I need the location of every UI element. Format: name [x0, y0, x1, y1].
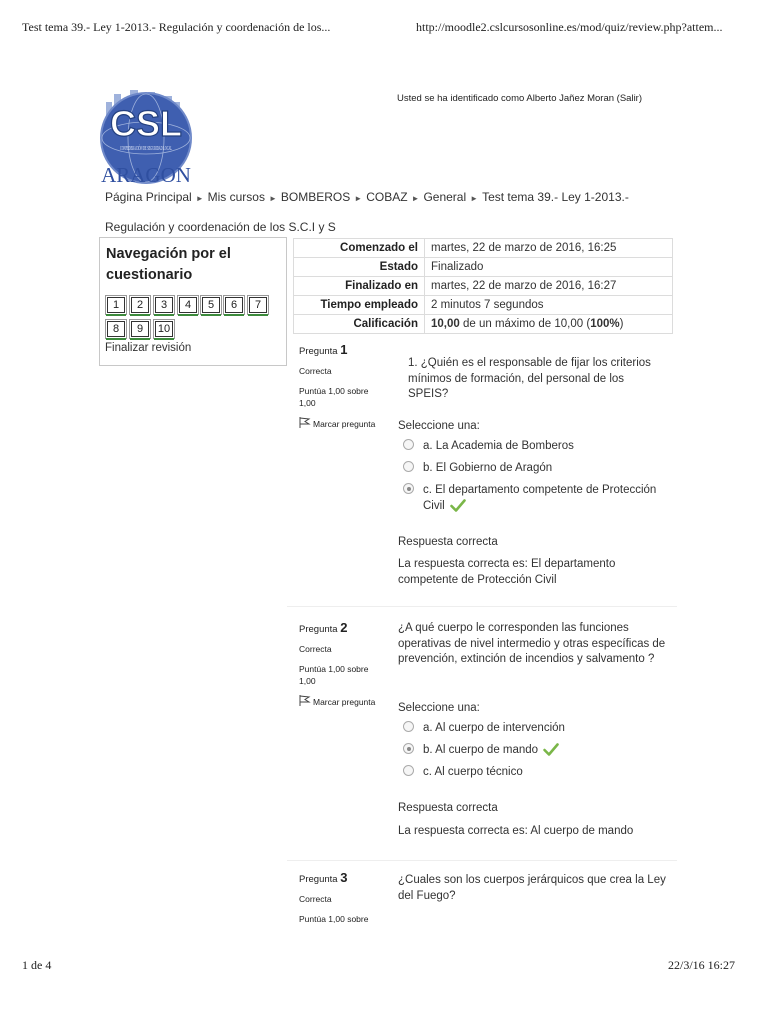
flag-question-label: Marcar pregunta [313, 419, 376, 429]
summary-label: Comenzado el [294, 239, 425, 258]
logo-main-text: CSL [110, 103, 182, 144]
question-divider [287, 606, 677, 607]
question-state: Correcta [299, 644, 332, 654]
breadcrumb-separator-icon: ► [411, 194, 420, 203]
option-label: a. Al cuerpo de intervención [423, 722, 565, 734]
breadcrumb-item-my-courses[interactable]: Mis cursos [207, 190, 265, 204]
finish-review-link[interactable]: Finalizar revisión [105, 342, 192, 354]
grade-max-text: de un máximo de 10,00 ( [459, 318, 591, 330]
question-nav-button-10[interactable]: 10 [155, 321, 173, 337]
quiz-navigation-title: Navegación por el cuestionario [106, 246, 231, 283]
question-prefix: Pregunta [299, 624, 338, 635]
breadcrumb [105, 183, 685, 241]
answer-option-1c[interactable] [403, 483, 673, 514]
question-number-value: 1 [340, 342, 348, 357]
summary-grade-value [425, 315, 673, 334]
question-info-3 [299, 872, 379, 925]
summary-row-grade [294, 315, 673, 334]
summary-value: martes, 22 de marzo de 2016, 16:27 [425, 277, 673, 296]
question-nav-button-2[interactable]: 2 [131, 297, 149, 313]
question-nav-button-9[interactable]: 9 [131, 321, 149, 337]
quiz-navigation-block [99, 237, 287, 366]
flag-question-label: Marcar pregunta [313, 697, 376, 707]
question-state: Correcta [299, 366, 332, 376]
answer-option-2a[interactable] [403, 721, 565, 734]
question-nav-button-3[interactable]: 3 [155, 297, 173, 313]
option-label: b. Al cuerpo de mando [423, 744, 539, 756]
option-label: c. Al cuerpo técnico [423, 766, 523, 778]
question-mark: Puntúa 1,00 sobre 1,00 [299, 386, 369, 408]
question-nav-button-4[interactable]: 4 [179, 297, 197, 313]
question-prompt-2: Seleccione una: [398, 702, 480, 714]
correct-check-icon [450, 499, 466, 512]
radio-button[interactable] [403, 439, 414, 450]
breadcrumb-separator-icon: ► [470, 194, 479, 203]
breadcrumb-item-home[interactable]: Página Principal [105, 190, 192, 204]
breadcrumb-separator-icon: ► [354, 194, 363, 203]
question-divider [287, 860, 677, 861]
print-page-url: http://moodle2.cslcursosonline.es/mod/quiz/review.php?attem... [416, 20, 723, 34]
logo-region-text: ARAGON [101, 163, 191, 187]
csl-aragon-logo[interactable] [96, 88, 196, 187]
question-result-1: Respuesta correcta [398, 536, 498, 548]
question-nav-button-1[interactable]: 1 [107, 297, 125, 313]
correct-check-icon [543, 743, 559, 756]
attempt-summary-table [293, 238, 673, 334]
question-number [299, 872, 379, 886]
question-number [299, 622, 379, 636]
print-page-title: Test tema 39.- Ley 1-2013.- Regulación y coordenación de los... [22, 20, 331, 34]
question-result-2: Respuesta correcta [398, 802, 498, 814]
correct-answer-2: La respuesta correcta es: Al cuerpo de mando [398, 825, 634, 837]
question-nav-button-6[interactable]: 6 [225, 297, 243, 313]
question-prompt-1: Seleccione una: [398, 420, 480, 432]
answer-option-1a[interactable] [403, 439, 574, 452]
question-info-2 [299, 622, 379, 708]
question-number-value: 3 [340, 870, 348, 885]
grade-score: 10,00 [431, 318, 460, 330]
correct-answer-1: La respuesta correcta es: El departamento competente de Protección Civil [398, 558, 616, 586]
question-mark: Puntúa 1,00 sobre 1,00 [299, 664, 369, 686]
option-label: b. El Gobierno de Aragón [423, 462, 553, 474]
summary-row-state [294, 258, 673, 277]
logo-ring-text [120, 144, 172, 152]
radio-button[interactable] [403, 461, 414, 472]
radio-button-selected[interactable] [403, 483, 414, 494]
question-number-value: 2 [340, 620, 348, 635]
summary-label: Estado [294, 258, 425, 277]
breadcrumb-separator-icon: ► [195, 194, 204, 203]
radio-button[interactable] [403, 721, 414, 732]
answer-option-2c[interactable] [403, 765, 523, 778]
print-datetime: 22/3/16 16:27 [668, 958, 736, 972]
summary-label: Calificación [294, 315, 425, 334]
user-login-info[interactable]: Usted se ha identificado como Alberto Jañez Moran (Salir) [397, 93, 643, 104]
question-info-1 [299, 344, 379, 430]
question-text-1: 1. ¿Quién es el responsable de fijar los criterios mínimos de formación, del personal de los SPEIS? [408, 357, 651, 400]
breadcrumb-item-general[interactable]: General [423, 190, 467, 204]
grade-close: ) [619, 318, 624, 330]
summary-label: Tiempo empleado [294, 296, 425, 315]
summary-label: Finalizado en [294, 277, 425, 296]
radio-button-selected[interactable] [403, 743, 414, 754]
question-nav-button-7[interactable]: 7 [249, 297, 267, 313]
question-prefix: Pregunta [299, 874, 338, 885]
radio-button[interactable] [403, 765, 414, 776]
flag-icon [299, 417, 311, 428]
question-prefix: Pregunta [299, 346, 338, 357]
question-mark: Puntúa 1,00 sobre [299, 914, 369, 924]
summary-value: Finalizado [425, 258, 673, 277]
question-nav-button-5[interactable]: 5 [202, 297, 220, 313]
option-label: c. El departamento competente de Protección Civil [423, 484, 657, 512]
summary-row-time-taken [294, 296, 673, 315]
summary-value: 2 minutos 7 segundos [425, 296, 673, 315]
answer-option-2b[interactable] [403, 743, 559, 756]
breadcrumb-separator-icon: ► [268, 194, 277, 203]
flag-icon [299, 695, 311, 706]
breadcrumb-item-cobaz[interactable]: COBAZ [366, 190, 408, 204]
summary-value: martes, 22 de marzo de 2016, 16:25 [425, 239, 673, 258]
question-state: Correcta [299, 894, 332, 904]
option-label: a. La Academia de Bomberos [423, 440, 574, 452]
flag-question-link[interactable] [299, 695, 379, 708]
question-nav-button-8[interactable]: 8 [107, 321, 125, 337]
question-number [299, 344, 379, 358]
question-text-2: ¿A qué cuerpo le corresponden las funciones operativas de nivel intermedio y otras específicas de prevención, extinción de incendios y salvamento ? [398, 622, 666, 665]
breadcrumb-item-bomberos[interactable]: BOMBEROS [280, 190, 351, 204]
question-text-3: ¿Cuales son los cuerpos jerárquicos que crea la Ley del Fuego? [398, 874, 666, 902]
breadcrumb-item-quiz[interactable]: Test tema 39.- Ley 1-2013.- Regulación y coordenación de los S.C.I y S [105, 190, 629, 234]
answer-option-1b[interactable] [403, 461, 552, 474]
summary-row-started [294, 239, 673, 258]
grade-percent: 100% [590, 318, 620, 330]
flag-question-link[interactable] [299, 417, 379, 430]
summary-row-finished [294, 277, 673, 296]
print-page-number: 1 de 4 [22, 958, 52, 972]
